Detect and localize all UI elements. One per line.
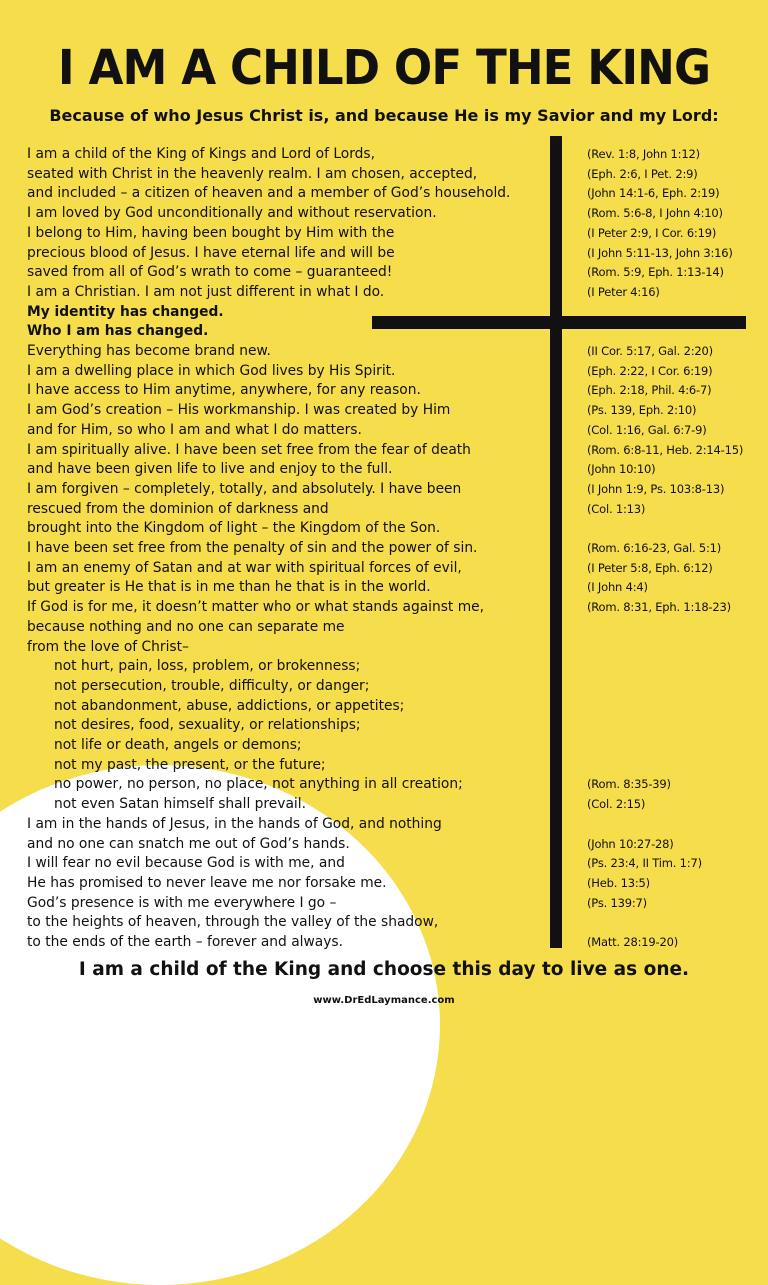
declaration-line: I am in the hands of Jesus, in the hands of God, and nothing — [27, 815, 442, 832]
declaration-line: no power, no person, no place, not anything in all creation; — [54, 776, 463, 793]
scripture-reference: (Heb. 13:5) — [587, 875, 650, 890]
scripture-reference: (I Peter 4:16) — [587, 284, 660, 299]
scripture-reference: (Ps. 23:4, II Tim. 1:7) — [587, 856, 702, 871]
declaration-line: I am an enemy of Satan and at war with spiritual forces of evil, — [27, 559, 462, 576]
scripture-reference: (Rom. 6:8-11, Heb. 2:14-15) — [587, 442, 744, 457]
scripture-reference: (Col. 1:16, Gal. 6:7-9) — [587, 422, 707, 437]
declaration-line: I am God’s creation – His workmanship. I was created by Him — [27, 402, 451, 419]
declaration-line: to the ends of the earth – forever and always. — [27, 934, 343, 950]
cross-horizontal-beam — [372, 316, 746, 329]
declaration-line: and for Him, so who I am and what I do matters. — [27, 421, 362, 438]
scripture-reference: (I John 1:9, Ps. 103:8-13) — [587, 481, 725, 496]
scripture-reference: (John 10:27-28) — [587, 836, 674, 851]
declaration-line: I will fear no evil because God is with me, and — [27, 855, 345, 872]
scripture-reference: (Rom. 5:6-8, I John 4:10) — [587, 206, 723, 221]
declaration-line: not even Satan himself shall prevail. — [54, 796, 306, 813]
scripture-reference: (I John 5:11-13, John 3:16) — [587, 245, 733, 260]
scripture-reference: (Rom. 5:9, Eph. 1:13-14) — [587, 265, 724, 280]
declaration-line: not abandonment, abuse, addictions, or appetites; — [54, 697, 405, 714]
declaration-line: not life or death, angels or demons; — [54, 737, 302, 753]
declaration-line: rescued from the dominion of darkness and — [27, 500, 329, 517]
declaration-line: not persecution, trouble, difficulty, or danger; — [54, 677, 370, 694]
declaration-line: I have access to Him anytime, anywhere, for any reason. — [27, 382, 421, 399]
declaration-line: I belong to Him, having been bought by Him with the — [27, 224, 395, 241]
scripture-reference: (Ps. 139:7) — [587, 895, 647, 910]
scripture-reference: (I John 4:4) — [587, 580, 648, 595]
subtitle: Because of who Jesus Christ is, and because He is my Savior and my Lord: — [49, 106, 719, 125]
declaration-line: precious blood of Jesus. I have eternal life and will be — [27, 244, 395, 261]
declaration-line: from the love of Christ– — [27, 638, 189, 655]
scripture-reference: (II Cor. 5:17, Gal. 2:20) — [587, 344, 713, 358]
declaration-line: Everything has become brand new. — [27, 343, 271, 359]
declaration-line: I am loved by God unconditionally and without reservation. — [27, 205, 437, 222]
declaration-line: My identity has changed. — [27, 303, 224, 320]
scripture-reference: (Col. 2:15) — [587, 797, 646, 812]
website-url: www.DrEdLaymance.com — [313, 995, 455, 1006]
declaration-line: I am a Christian. I am not just different in what I do. — [27, 283, 385, 300]
declaration-line: and included – a citizen of heaven and a member of God’s household. — [27, 185, 511, 202]
declaration-line: not hurt, pain, loss, problem, or brokenness; — [54, 658, 361, 675]
declaration-line: because nothing and no one can separate me — [27, 618, 345, 635]
declaration-line: not my past, the present, or the future; — [54, 756, 326, 773]
declaration-line: saved from all of God’s wrath to come – guaranteed! — [27, 264, 393, 281]
declaration-line: Who I am has changed. — [27, 323, 209, 340]
declaration-line: He has promised to never leave me nor forsake me. — [27, 874, 387, 891]
scripture-reference: (Ps. 139, Eph. 2:10) — [587, 403, 697, 418]
scripture-reference: (Rev. 1:8, John 1:12) — [587, 147, 700, 161]
declaration-line: and have been given life to live and enjoy to the full. — [27, 461, 393, 478]
declaration-line: seated with Christ in the heavenly realm. I am chosen, accepted, — [27, 165, 478, 182]
scripture-reference: (Rom. 8:31, Eph. 1:18-23) — [587, 600, 731, 615]
closing-statement: I am a child of the King and choose this day to live as one. — [78, 959, 690, 980]
scripture-reference: (I Peter 2:9, I Cor. 6:19) — [587, 225, 717, 240]
declaration-line: brought into the Kingdom of light – the Kingdom of the Son. — [27, 520, 441, 537]
scripture-reference: (Rom. 6:16-23, Gal. 5:1) — [587, 541, 722, 555]
scripture-reference: (Col. 1:13) — [587, 501, 646, 516]
scripture-reference: (John 10:10) — [587, 462, 656, 477]
declaration-line: If God is for me, it doesn’t matter who or what stands against me, — [27, 599, 485, 616]
scripture-reference: (Rom. 8:35-39) — [587, 777, 671, 792]
declaration-line: God’s presence is with me everywhere I go – — [27, 894, 337, 911]
scripture-reference: (I Peter 5:8, Eph. 6:12) — [587, 560, 713, 575]
declaration-line: but greater is He that is in me than he that is in the world. — [27, 579, 431, 596]
declaration-line: I am spiritually alive. I have been set free from the fear of death — [27, 441, 471, 458]
scripture-reference: (Matt. 28:19-20) — [587, 935, 678, 949]
cross-vertical-beam — [550, 136, 562, 948]
page-title: I AM A CHILD OF THE KING — [57, 40, 711, 96]
declaration-line: I am forgiven – completely, totally, and absolutely. I have been — [27, 480, 462, 497]
declaration-line: to the heights of heaven, through the valley of the shadow, — [27, 914, 439, 931]
declaration-line: I am a dwelling place in which God lives by His Spirit. — [27, 362, 396, 379]
scripture-reference: (John 14:1-6, Eph. 2:19) — [587, 186, 720, 201]
scripture-reference: (Eph. 2:18, Phil. 4:6-7) — [587, 383, 712, 398]
scripture-reference: (Eph. 2:6, I Pet. 2:9) — [587, 166, 698, 181]
declaration-line: I am a child of the King of Kings and Lord of Lords, — [27, 146, 375, 162]
scripture-reference: (Eph. 2:22, I Cor. 6:19) — [587, 363, 713, 378]
declaration-line: I have been set free from the penalty of sin and the power of sin. — [27, 540, 478, 556]
declaration-line: not desires, food, sexuality, or relationships; — [54, 717, 361, 734]
declaration-line: and no one can snatch me out of God’s hands. — [27, 835, 350, 852]
